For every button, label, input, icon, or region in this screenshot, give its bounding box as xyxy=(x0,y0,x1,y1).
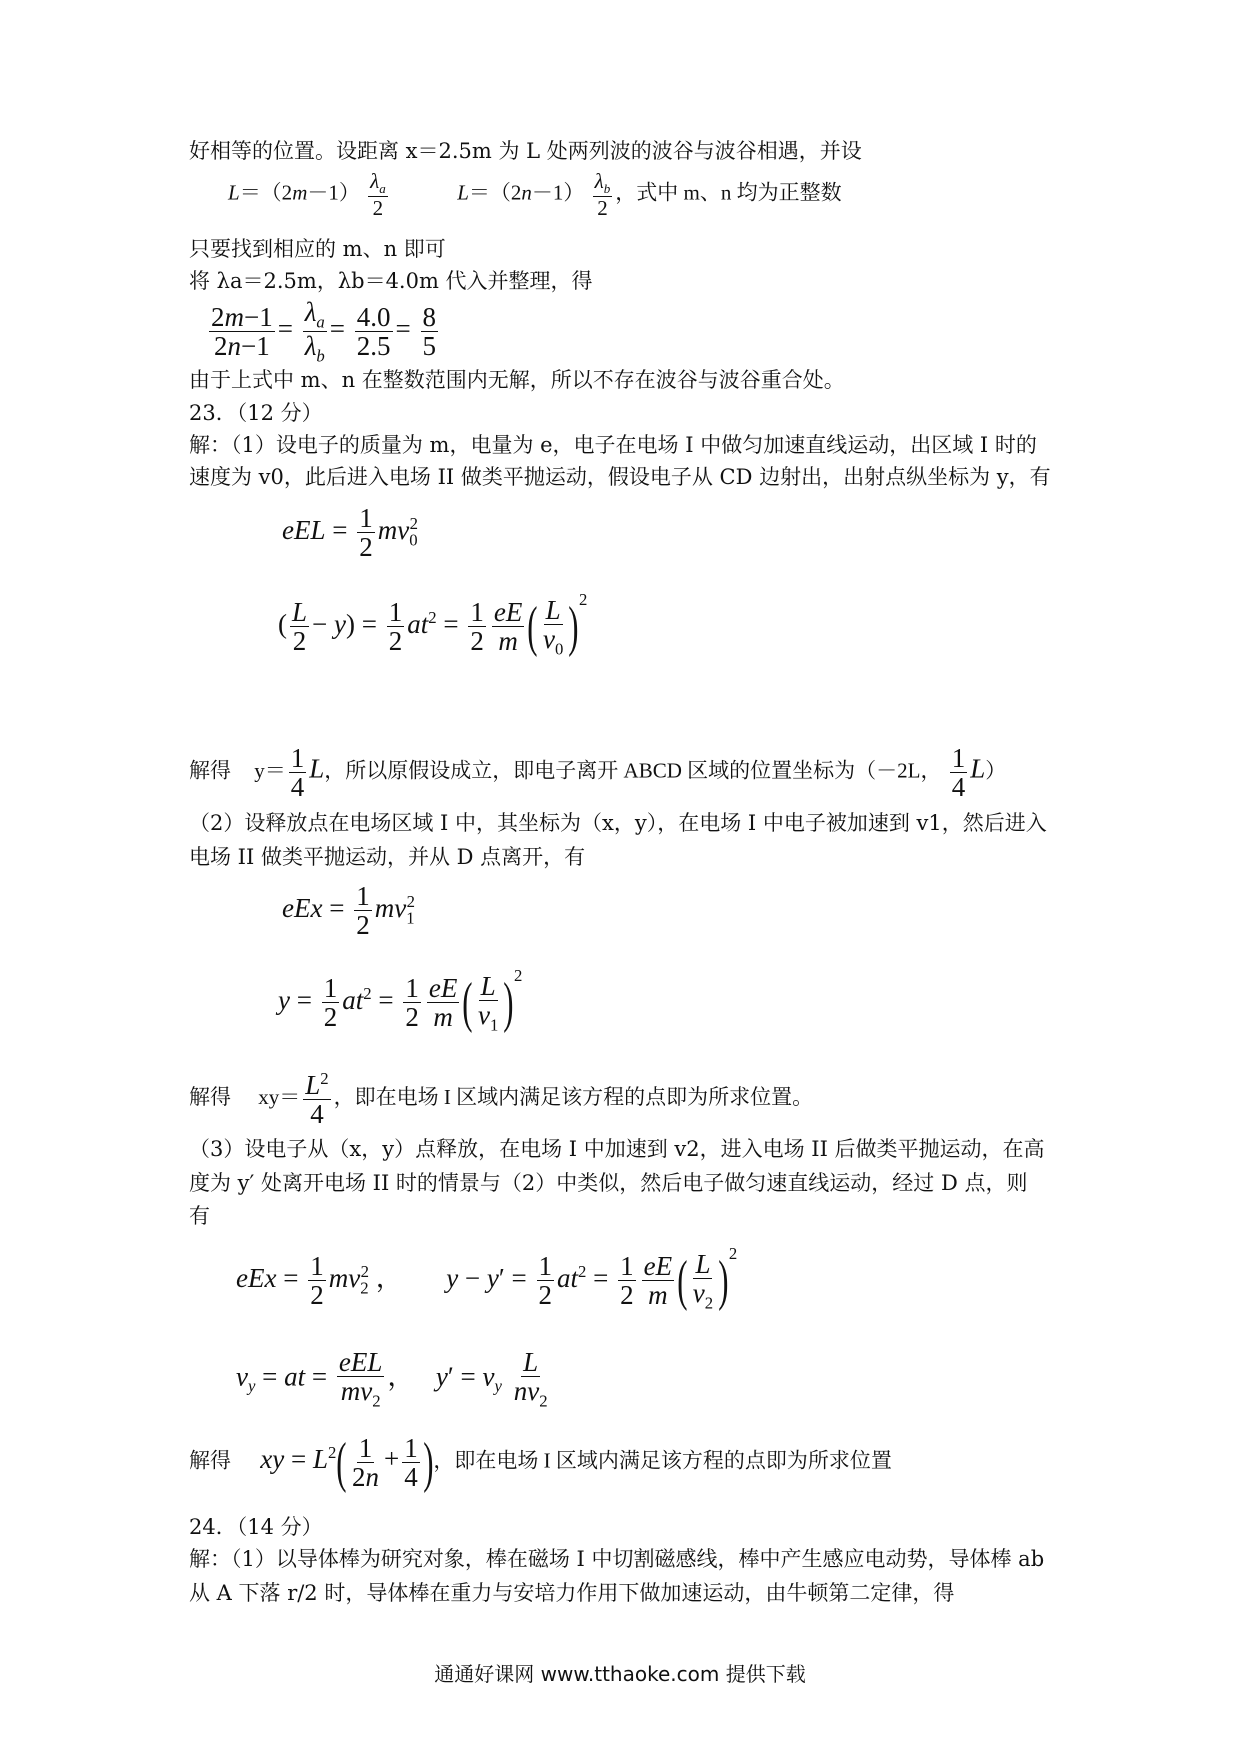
text-line: 解：（1）以导体棒为研究对象，棒在磁场 I 中切割磁感线，棒中产生感应电动势，导体棒 ab xyxy=(189,1547,1045,1571)
result-line-1: 解得 y＝ $\frac{1}{4}$ L，所以原假设成立，即电子离开 ABCD 区域的位置坐标为（－2L， $\frac{1}{4}$ L） xyxy=(189,743,1007,803)
text-line: 好相等的位置。设距离 x＝2.5m 为 L 处两列波的波谷与波谷相遇，并设 xyxy=(189,139,862,163)
result-text: ，即在电场 I 区域内满足该方程的点即为所求位置。 xyxy=(333,1085,814,1110)
result-line-2: 解得 xy＝ $\frac{L^2}{4}$ ，即在电场 I 区域内满足该方程的点即为所求位置。 xyxy=(189,1069,814,1130)
equation-set-3a: eEx = $\frac{1}{2}$ $mv_2^2$ ， y − y′ = $\frac{1}{2}$ $at^2$ = $\frac{1}{2}$ $\frac{eE}{m}$ ( $\frac{L}{v_2}$ )$^2$ xyxy=(236,1244,738,1313)
result-label: 解得 xyxy=(189,758,231,783)
equation-set-3b: $v_y$ = at = eEL $mv_2$ ， $y' = v_y$ $\frac{L}{nv_2}$ xyxy=(236,1347,548,1411)
text-line: 有 xyxy=(189,1204,210,1228)
equation-displacement-1: ( $\frac{L}{2}$ − y) = $\frac{1}{2}$ $at^2$ = $\frac{1}{2}$ $\frac{eE}{m}$ ( $\frac{L}{v_0}$ )$^2$ xyxy=(278,590,588,659)
text-line: 由于上式中 m、n 在整数范围内无解，所以不存在波谷与波谷重合处。 xyxy=(189,368,845,392)
equation-energy-2: eEx = $\frac{1}{2}$ $mv_1^2$ xyxy=(282,881,415,941)
text-line: 电场 II 做类平抛运动，并从 D 点离开，有 xyxy=(189,845,586,869)
equation-energy-1: eEL = $\frac{1}{2}$ $mv_0^2$ xyxy=(282,503,418,563)
equation-wave-condition: L＝（2m－1） $\frac{\lambda_a}{2}$ L＝（2n－1） $\frac{\lambda_b}{2}$ ，式中 m、n 均为正整数 xyxy=(228,169,842,220)
equation-ratio: $\frac{2m-1}{2n-1}$ = $\frac{\lambda_a}{\lambda_b}$ = $\frac{4.0}{2.5}$ = $\frac{8}{5}$ xyxy=(211,297,437,366)
result-line-3: 解得 xy = $L^2$( $\frac{1}{2n}$ + $\frac{1}{4}$ )，即在电场 I 区域内满足该方程的点即为所求位置 xyxy=(189,1431,892,1494)
equation-tail: ，式中 m、n 均为正整数 xyxy=(615,180,842,205)
text-line: 速度为 v0，此后进入电场 II 做类平抛运动，假设电子从 CD 边射出，出射点纵坐标为 y，有 xyxy=(189,465,1051,489)
question-heading: 24．（14 分） xyxy=(189,1515,323,1539)
question-heading: 23．（12 分） xyxy=(189,401,323,425)
text-line: 度为 y′ 处离开电场 II 时的情景与（2）中类似，然后电子做匀速直线运动，经过 D 点，则 xyxy=(189,1171,1028,1195)
text-line: 只要找到相应的 m、n 即可 xyxy=(189,237,446,261)
page-footer: 通通好课网 www.tthaoke.com 提供下载 xyxy=(434,1662,806,1686)
result-label: 解得 xyxy=(189,1085,231,1110)
text-line: （2）设释放点在电场区域 I 中，其坐标为（x，y），在电场 I 中电子被加速到 v1，然后进入 xyxy=(189,811,1047,835)
text-line: （3）设电子从（x，y）点释放，在电场 I 中加速到 v2，进入电场 II 后做类平抛运动，在高 xyxy=(189,1137,1045,1161)
result-text: ，即在电场 I 区域内满足该方程的点即为所求位置 xyxy=(433,1448,892,1473)
result-text: ，所以原假设成立，即电子离开 ABCD 区域的位置坐标为（－2L， xyxy=(324,758,942,783)
text-line: 解：（1）设电子的质量为 m，电量为 e，电子在电场 I 中做匀加速直线运动，出区域 I 时的 xyxy=(189,433,1037,457)
equation-displacement-2: y = $\frac{1}{2}$ $at^2$ = $\frac{1}{2}$ $\frac{eE}{m}$ ( $\frac{L}{v_1}$ )$^2$ xyxy=(278,966,523,1035)
text-line: 从 A 下落 r/2 时，导体棒在重力与安培力作用下做加速运动，由牛顿第二定律，得 xyxy=(189,1581,955,1605)
text-line: 将 λa＝2.5m，λb＝4.0m 代入并整理，得 xyxy=(189,269,593,293)
result-label: 解得 xyxy=(189,1448,231,1473)
